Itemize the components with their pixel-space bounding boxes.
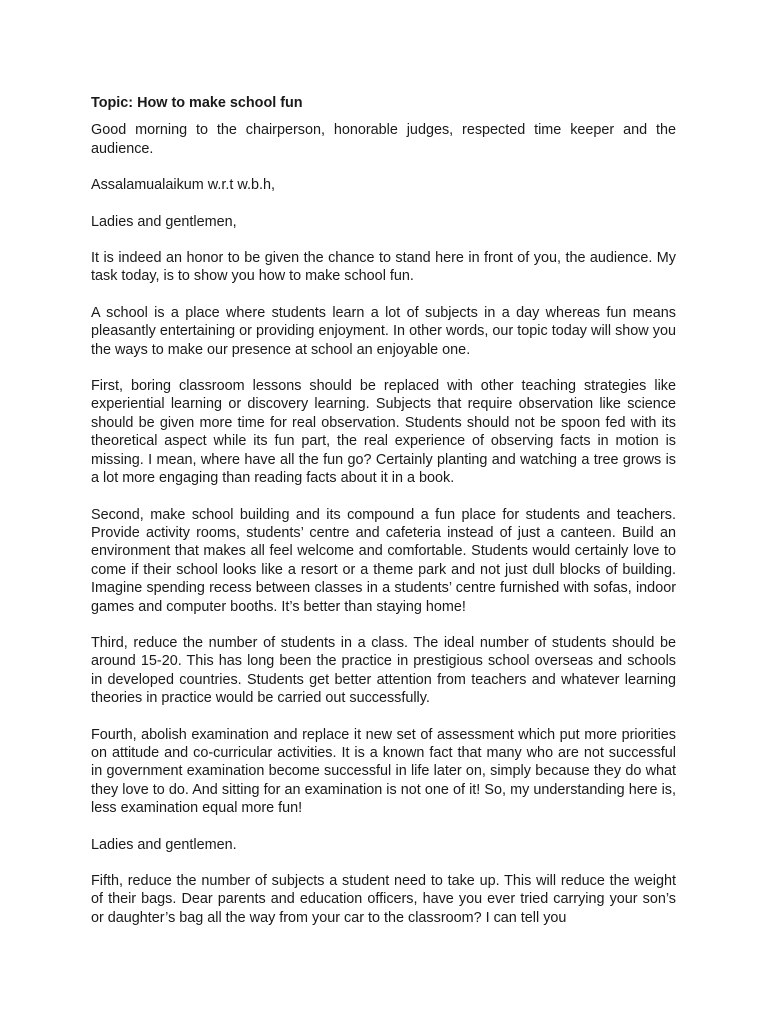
page-title: Topic: How to make school fun: [91, 95, 303, 111]
paragraph-first-point: First, boring classroom lessons should be replaced with other teaching strategies like experiential learning or discovery learning. Subjects that require observation like science should be given more time for real observation. Students should not be spoon fed with its theoretical aspect while its fun part, the real experience of observing facts in motion is missing. I mean, where have all the fun go? Certainly planting and watching a tree grows is a lot more engaging than reading facts about it in a book.: [91, 378, 676, 487]
paragraph-fifth-point: Fifth, reduce the number of subjects a student need to take up. This will reduce the weight of their bags. Dear parents and education officers, have you ever tried carrying your son’s or daughter’s bag all the way from your car to the classroom? I can tell you: [91, 873, 676, 926]
paragraph-address-2: Ladies and gentlemen.: [91, 836, 237, 853]
paragraph-definition: A school is a place where students learn a lot of subjects in a day whereas fun means pleasantly entertaining or providing enjoyment. In other words, our topic today will show you the ways to make our presence at school an enjoyable one.: [91, 304, 676, 358]
paragraph-fourth-point: Fourth, abolish examination and replace it new set of assessment which put more priorities on attitude and co-curricular activities. It is a known fact that many who are not successful in government examination become successful in life later on, simply because they do what they love to do. And sitting for an examination is not one of it! So, my understanding here is, less examination equal more fun!: [91, 726, 676, 817]
paragraph-intro: It is indeed an honor to be given the chance to stand here in front of you, the audience. My task today, is to show you how to make school fun.: [91, 250, 676, 285]
document-page: [91, 94, 676, 945]
paragraph-second-point: Second, make school building and its compound a fun place for students and teachers. Provide activity rooms, students’ centre and cafeteria instead of just a canteen. Build an environment that makes all feel welcome and comfortable. Students would certainly love to come if their school looks like a resort or a theme park and not just dull blocks of building. Imagine spending recess between classes in a students’ centre furnished with sofas, indoor games and computer booths. It’s better than staying home!: [91, 506, 676, 615]
paragraph-greeting: Good morning to the chairperson, honorable judges, respected time keeper and the audience.: [91, 122, 676, 157]
paragraph-third-point: Third, reduce the number of students in a class. The ideal number of students should be around 15-20. This has long been the practice in prestigious school overseas and schools in developed countries. Students get better attention from teachers and whatever learning theories in practice would be carried out successfully.: [91, 634, 676, 707]
paragraph-address: Ladies and gentlemen,: [91, 213, 237, 230]
paragraph-salam: Assalamualaikum w.r.t w.b.h,: [91, 177, 275, 194]
